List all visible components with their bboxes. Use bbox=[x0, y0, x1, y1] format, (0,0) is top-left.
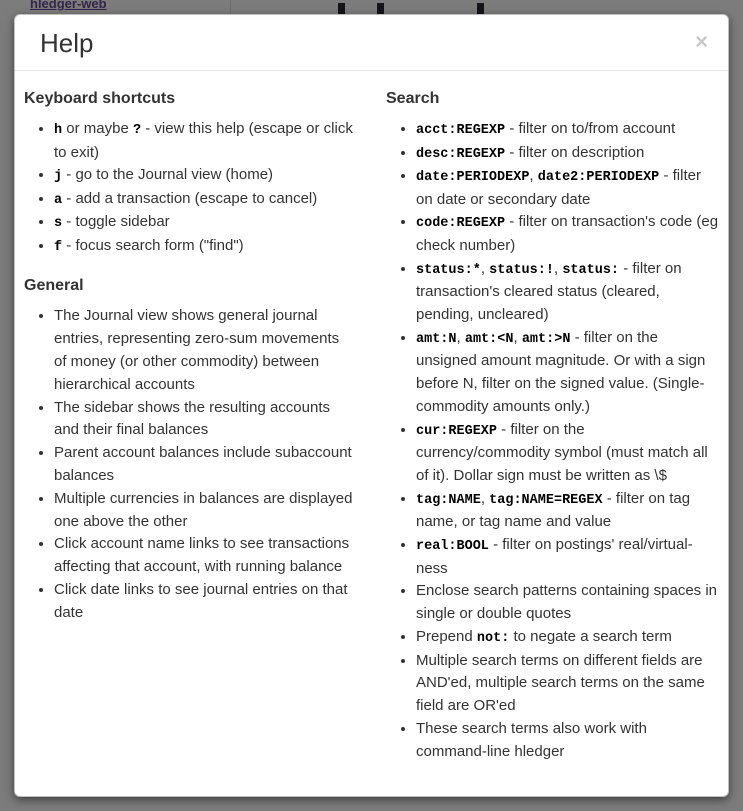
code-term: desc:REGEXP bbox=[416, 146, 506, 162]
code-term: not: bbox=[476, 631, 510, 646]
list-item: • These search terms also work with command-line hledger bbox=[416, 718, 719, 764]
section-heading-general: General bbox=[24, 277, 84, 295]
list-item: • The Journal view shows general journal entries, representing zero-sum movements of money (or other commodity) between hierarchical accounts bbox=[54, 305, 354, 396]
list-item: • amt:N, amt:<N, amt:>N - filter on the unsigned amount magnitude. Or with a sign before N, filter on the signed value. (Single-commodity amounts only.) bbox=[416, 327, 719, 419]
modal-header bbox=[15, 15, 728, 71]
list-item: • Enclose search patterns containing spaces in single or double quotes bbox=[416, 580, 719, 626]
code-term: h bbox=[54, 123, 63, 138]
list-item: • Multiple search terms on different fields are AND'ed, multiple search terms on the same field are OR'ed bbox=[416, 650, 719, 718]
code-term: status:! bbox=[489, 262, 554, 278]
hledger-web-brand-link[interactable]: hledger-web bbox=[30, 0, 107, 11]
section-heading-keyboard-shortcuts: Keyboard shortcuts bbox=[24, 90, 176, 107]
list-item: • Click account name links to see transactions affecting that account, with running balance bbox=[54, 533, 354, 579]
help-modal bbox=[14, 14, 729, 797]
list-item: • a - add a transaction (escape to cancel) bbox=[54, 188, 354, 212]
list-item: • desc:REGEXP - filter on description bbox=[416, 142, 719, 166]
keyboard-shortcuts-list bbox=[24, 118, 354, 258]
list-item: • acct:REGEXP - filter on to/from account bbox=[416, 118, 719, 142]
general-list bbox=[24, 305, 354, 624]
list-item: • Multiple currencies in balances are displayed one above the other bbox=[54, 488, 354, 534]
code-term: amt:>N bbox=[521, 331, 571, 347]
list-item: • status:*, status:!, status: - filter on transaction's cleared status (cleared, pending, uncleared) bbox=[416, 258, 719, 327]
list-item: • date:PERIODEXP, date2:PERIODEXP - filter on date or secondary date bbox=[416, 165, 719, 211]
list-item: • Prepend not: to negate a search term bbox=[416, 626, 719, 650]
close-button[interactable]: × bbox=[695, 29, 708, 54]
list-item: • h or maybe ? - view this help (escape or click to exit) bbox=[54, 118, 354, 164]
list-item: • The sidebar shows the resulting accounts and their final balances bbox=[54, 397, 354, 443]
code-term: cur:REGEXP bbox=[416, 423, 498, 439]
list-item: • Click date links to see journal entries on that date bbox=[54, 579, 354, 625]
code-term: acct:REGEXP bbox=[416, 123, 506, 138]
code-term: ? bbox=[132, 123, 142, 138]
list-item: • real:BOOL - filter on postings' real/virtual-ness bbox=[416, 534, 719, 580]
list-item: • f - focus search form ("find") bbox=[54, 235, 354, 259]
help-column-right bbox=[372, 71, 719, 774]
list-item: • code:REGEXP - filter on transaction's code (eg check number) bbox=[416, 211, 719, 257]
code-term: tag:NAME=REGEX bbox=[489, 492, 603, 508]
list-item: • s - toggle sidebar bbox=[54, 211, 354, 235]
modal-title: Help bbox=[40, 28, 94, 58]
code-term: code:REGEXP bbox=[416, 216, 506, 232]
code-term: real:BOOL bbox=[416, 539, 489, 555]
code-term: status: bbox=[562, 262, 620, 278]
section-heading-search: Search bbox=[386, 90, 440, 107]
code-term: date2:PERIODEXP bbox=[537, 170, 660, 186]
code-term: status:* bbox=[416, 262, 481, 278]
code-term: s bbox=[54, 216, 63, 232]
list-item: • tag:NAME, tag:NAME=REGEX - filter on tag name, or tag name and value bbox=[416, 488, 719, 534]
code-term: f bbox=[54, 239, 63, 255]
code-term: a bbox=[54, 192, 63, 208]
modal-body bbox=[15, 71, 728, 792]
list-item: • j - go to the Journal view (home) bbox=[54, 164, 354, 188]
search-list bbox=[386, 118, 719, 764]
code-term: tag:NAME bbox=[416, 492, 481, 508]
list-item: • cur:REGEXP - filter on the currency/commodity symbol (must match all of it). Dollar sign must be written as \$ bbox=[416, 419, 719, 488]
code-term: j bbox=[54, 169, 63, 185]
list-item: • Parent account balances include subaccount balances bbox=[54, 442, 354, 488]
code-term: amt:N bbox=[416, 331, 457, 347]
help-column-left bbox=[24, 71, 372, 774]
code-term: amt:<N bbox=[464, 331, 514, 347]
code-term: date:PERIODEXP bbox=[416, 170, 530, 186]
